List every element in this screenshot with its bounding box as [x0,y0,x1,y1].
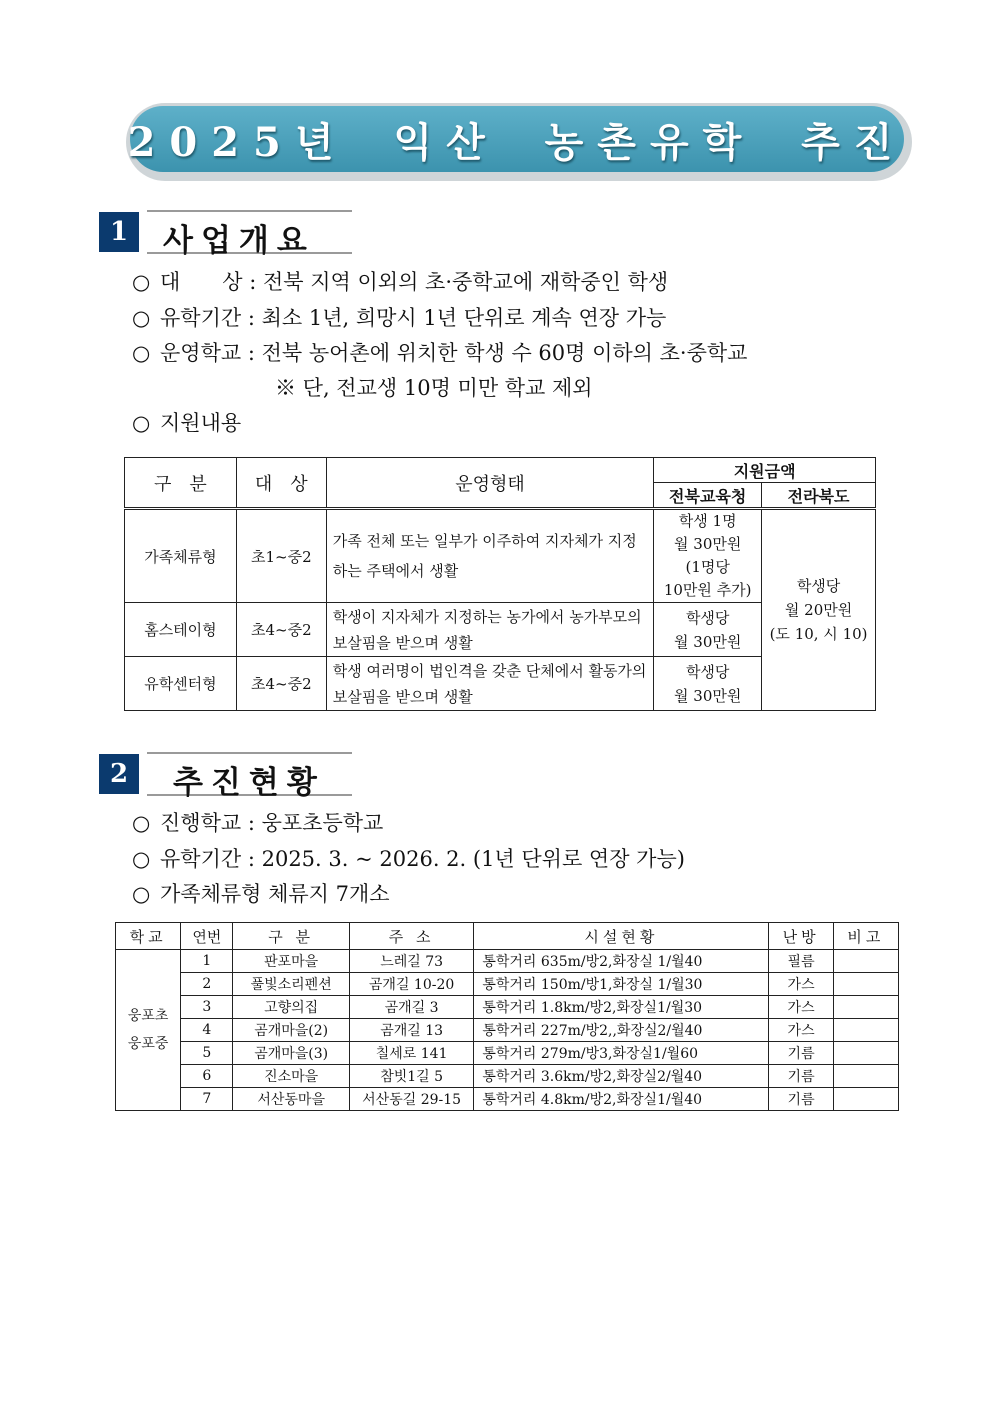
amount-line: 월 30만원 [674,535,742,553]
separator: : [242,270,264,294]
status-text: 웅포초등학교 [261,811,384,835]
status-line-stays [132,880,390,908]
cell-number: 3 [181,996,233,1019]
row-target: 초1~중2 [236,509,326,603]
section-heading-status [99,752,354,801]
row-edu-amount [654,603,762,657]
cell-note [833,1088,898,1111]
cell-name: 곰개마을(3) [233,1042,349,1065]
school-line: 웅포중 [127,1036,169,1052]
table-row [116,1042,899,1065]
cell-name: 진소마을 [233,1065,349,1088]
section-title-box [147,210,352,259]
header-facility: 시설현황 [474,923,769,950]
cell-address: 느레길 73 [349,950,473,973]
cell-note [833,1065,898,1088]
cell-note [833,1042,898,1065]
header-target: 대 상 [236,458,326,509]
section-title: 사업개요 [163,223,315,259]
header-heating: 난방 [769,923,833,950]
row-category: 유학센터형 [125,657,237,711]
amount-line: 학생 1명 [678,512,737,530]
cell-name: 곰개마을(2) [233,1019,349,1042]
cell-number: 5 [181,1042,233,1065]
support-table [124,457,876,711]
row-edu-amount [654,657,762,711]
province-amount [762,509,876,711]
support-label-line [132,409,241,437]
header-address: 주 소 [349,923,473,950]
header-category: 구 분 [125,458,237,509]
overview-text: 최소 1년, 희망시 1년 단위로 계속 연장 가능 [261,306,667,330]
header-operation: 운영형태 [326,458,654,509]
amount-line: (도 10, 시 10) [769,625,868,643]
amount-line: 월 30만원 [674,686,742,705]
cell-heating: 가스 [769,1019,833,1042]
cell-address: 곰개길 10-20 [349,973,473,996]
cell-name: 서산동마을 [233,1088,349,1111]
header-name: 구 분 [233,923,349,950]
section-title: 추진현황 [173,765,325,801]
header-province: 전라북도 [762,483,876,509]
cell-heating: 기름 [769,1042,833,1065]
row-target: 초4~중2 [236,603,326,657]
row-category: 홈스테이형 [125,603,237,657]
school-line: 웅포초 [127,1008,169,1024]
amount-line: (1명당 [685,558,730,576]
status-label: 유학기간 [160,847,242,871]
overview-line-schools [132,339,747,367]
cell-note [833,973,898,996]
table-row [116,973,899,996]
cell-heating: 가스 [769,996,833,1019]
overview-note: ※ 단, 전교생 10명 미만 학교 제외 [275,376,593,400]
status-line-period [132,845,685,873]
row-edu-amount [654,509,762,603]
cell-number: 6 [181,1065,233,1088]
overview-line-target [132,268,668,296]
title-banner [126,103,912,181]
cell-facility: 통학거리 150m/방1,화장실 1/월30 [474,973,769,996]
amount-line: 10만원 추가) [663,581,752,599]
row-category: 가족체류형 [125,509,237,603]
section-title-box [147,752,352,801]
cell-number: 2 [181,973,233,996]
cell-number: 4 [181,1019,233,1042]
overview-line-period [132,304,666,332]
support-label: 지원내용 [160,411,242,435]
bullet-icon: ○ [132,811,151,835]
cell-heating: 기름 [769,1065,833,1088]
overview-label: 운영학교 [160,341,242,365]
table-row [116,1088,899,1111]
cell-note [833,1019,898,1042]
table-row [116,950,899,973]
cell-number: 7 [181,1088,233,1111]
separator: : [241,847,262,871]
table-row [116,1065,899,1088]
header-note: 비고 [833,923,898,950]
amount-line: 학생당 [685,662,730,681]
row-target: 초4~중2 [236,657,326,711]
table-row [116,1019,899,1042]
table-header-row [125,458,876,483]
section-heading-overview [99,210,354,259]
facility-header-row [116,923,899,950]
bullet-icon: ○ [132,411,151,435]
row-operation: 학생 여러명이 법인격을 갖춘 단체에서 활동가의 보살핌을 받으며 생활 [326,657,654,711]
bullet-icon: ○ [132,341,151,365]
table-row [125,509,876,603]
amount-line: 월 20만원 [784,601,853,619]
table-row [116,996,899,1019]
separator: : [241,306,262,330]
bullet-icon: ○ [132,882,151,906]
cell-address: 곰개길 3 [349,996,473,1019]
cell-facility: 통학거리 635m/방2,화장실 1/월40 [474,950,769,973]
header-edu-office: 전북교육청 [654,483,762,509]
separator: : [241,341,262,365]
facility-table [115,922,899,1111]
cell-note [833,950,898,973]
status-text: 2025. 3. ~ 2026. 2. (1년 단위로 연장 가능) [261,847,685,871]
status-label: 가족체류형 체류지 7개소 [160,882,390,906]
cell-address: 곰개길 13 [349,1019,473,1042]
cell-facility: 통학거리 227m/방2,,화장실2/월40 [474,1019,769,1042]
row-operation: 학생이 지자체가 지정하는 농가에서 농가부모의 보살핌을 받으며 생활 [326,603,654,657]
cell-note [833,996,898,1019]
cell-heating: 가스 [769,973,833,996]
header-school: 학교 [116,923,181,950]
cell-address: 서산동길 29-15 [349,1088,473,1111]
status-line-school [132,809,383,837]
cell-facility: 통학거리 1.8km/방2,화장실1/월30 [474,996,769,1019]
cell-name: 고향의집 [233,996,349,1019]
cell-number: 1 [181,950,233,973]
cell-heating: 필름 [769,950,833,973]
section-number: 1 [99,212,139,252]
header-amount: 지원금액 [654,458,876,483]
header-number: 연번 [181,923,233,950]
overview-label: 대 상 [160,270,243,294]
bullet-icon: ○ [132,306,151,330]
cell-address: 참빗1길 5 [349,1065,473,1088]
school-cell [116,950,181,1111]
overview-text: 전북 농어촌에 위치한 학생 수 60명 이하의 초·중학교 [261,341,748,365]
cell-address: 칠세로 141 [349,1042,473,1065]
cell-name: 판포마을 [233,950,349,973]
amount-line: 월 30만원 [674,632,742,651]
overview-text: 전북 지역 이외의 초·중학교에 재학중인 학생 [263,270,669,294]
bullet-icon: ○ [132,847,151,871]
title-banner-fill [127,106,907,172]
cell-facility: 통학거리 3.6km/방2,화장실2/월40 [474,1065,769,1088]
separator: : [241,811,262,835]
status-label: 진행학교 [160,811,242,835]
cell-facility: 통학거리 279m/방3,화장실1/월60 [474,1042,769,1065]
cell-name: 풀빛소리펜션 [233,973,349,996]
amount-line: 학생당 [685,608,730,627]
cell-facility: 통학거리 4.8km/방2,화장실1/월40 [474,1088,769,1111]
overview-label: 유학기간 [160,306,242,330]
section-number: 2 [99,754,139,794]
row-operation: 가족 전체 또는 일부가 이주하여 지자체가 지정하는 주택에서 생활 [326,509,654,603]
cell-heating: 기름 [769,1088,833,1111]
bullet-icon: ○ [132,270,151,294]
page-title: 2025년 익산 농촌유학 추진 [127,118,907,166]
amount-line: 학생당 [796,577,841,595]
